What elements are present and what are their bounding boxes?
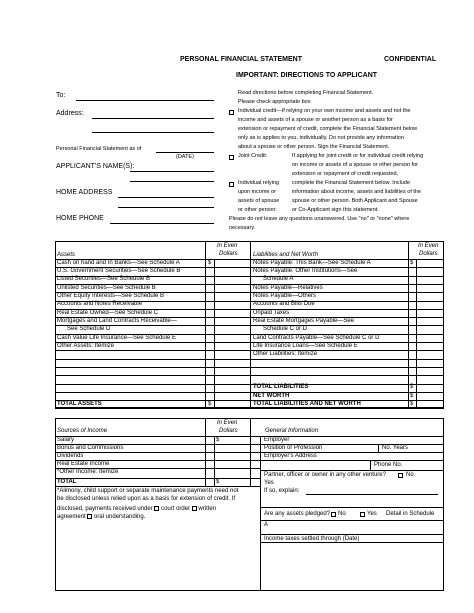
to-label: To: <box>56 92 66 99</box>
liability-dollar: $ <box>410 392 414 399</box>
partner-question: Partner, officer or owner in any other venture? <box>264 472 386 478</box>
joint-credit-text-1: If applying for joint credit or for individual credit relying <box>292 153 424 159</box>
liability-label: Real Estate Mortgages Payable—See <box>253 317 355 324</box>
real-estate-income-label: Real Estate Income <box>57 461 110 467</box>
alimony-text-4: agreement oral understanding. <box>57 514 146 520</box>
relying-text-4: or Co-Applicant sign this statement. <box>292 207 379 213</box>
income-total-dollar: $ <box>216 479 220 485</box>
asset-label: Mortgages and Land Contracts Receivable— <box>57 317 177 324</box>
directions-note-1: Please do not leave any questions unanswered. Use "no" or "none" where <box>229 216 410 222</box>
sources-income-header: Sources of Income <box>57 428 108 434</box>
directions-read: Read directions before completing Financial Statement. <box>238 90 374 96</box>
pledged-no-label: No <box>338 511 346 517</box>
asset-label: Cash Value Life Insurance—See Schedule E <box>57 334 176 341</box>
partner-no-label: No <box>406 472 414 478</box>
asset-label: Other Equity Interests—See Schedule B <box>57 293 165 299</box>
relying-text-2: information about income, assets and liabilities of the <box>292 189 422 195</box>
phone-no-label: Phone No. <box>374 462 403 468</box>
liability-label: TOTAL LIABILITIES AND NET WORTH <box>253 400 361 407</box>
joint-credit-text-3: extension or repayment of credit requested, <box>292 171 399 177</box>
liability-label: Other Liabilities: Itemize <box>253 351 318 358</box>
table-row-divider <box>55 375 444 376</box>
liability-label: Notes Payable: This Bank—See Schedule A <box>253 259 371 266</box>
pledged-no-checkbox[interactable] <box>331 512 336 517</box>
liability-label: Notes Payable: Other Institutions—See <box>253 268 358 275</box>
individual-credit-text-1: Individual credit—If relying on your own income and assets and not the <box>238 108 411 114</box>
salary-label: Salary <box>57 437 75 443</box>
employer-address-label: Employer's Address <box>264 453 317 459</box>
general-info-header: General Information <box>265 428 319 434</box>
individual-credit-text-3: extension or repayment of credit, complete the Financial Statement below <box>238 126 418 132</box>
joint-credit-label: Joint Credit: <box>238 153 268 159</box>
salary-dollar: $ <box>216 437 220 443</box>
liability-label: NET WORTH <box>253 392 290 399</box>
address-label: Address: <box>56 110 84 117</box>
other-income-label: *Other Income: Itemize <box>57 469 119 475</box>
joint-credit-text-2: on income or assets of a spouse or other person for <box>292 162 418 168</box>
table-row-divider <box>55 359 444 360</box>
income-dollars-label: Dollars <box>219 428 238 434</box>
liability-label: Land Contracts Payable—See Schedule C or D <box>253 334 380 341</box>
home-phone-label: HOME PHONE <box>56 215 104 222</box>
alimony-text-2: be disclosed unless relied upon as a basis for extension of credit. If <box>57 496 236 502</box>
asset-label: Unlisted Securities—See Schedule B <box>57 284 156 291</box>
relying-label-3: assets of spouse <box>238 198 280 204</box>
oral-understanding-checkbox[interactable] <box>87 514 92 519</box>
directions-check: Please check appropriate box <box>238 99 311 105</box>
table-row-divider <box>55 384 444 385</box>
assets-dollars-label: Dollars <box>219 251 238 257</box>
individual-credit-text-5: about a spouse or other person. Sign the Financial Statement. <box>238 144 390 150</box>
court-order-checkbox[interactable] <box>154 506 159 511</box>
date-caption: (DATE) <box>176 154 194 160</box>
table-row-divider <box>55 325 444 326</box>
relying-label-1: Individual relying <box>238 180 279 186</box>
asset-dollar: $ <box>208 400 212 407</box>
address-field-1[interactable] <box>92 118 214 119</box>
to-field[interactable] <box>76 100 214 101</box>
home-address-field-2[interactable] <box>118 207 214 208</box>
form-title: PERSONAL FINANCIAL STATEMENT <box>180 56 302 63</box>
dividends-label: Dividends <box>57 453 84 459</box>
directions-note-2: necessary. <box>229 225 256 231</box>
applicants-names-label: APPLICANT'S NAME(S): <box>56 163 135 170</box>
liability-label: Unpaid Taxes <box>253 309 290 316</box>
assets-pledged-label: Are any assets pledged? <box>264 511 331 517</box>
statement-as-of-label: Personal Financial Statement as of <box>56 146 142 152</box>
liability-label: Notes Payable—Others <box>253 293 317 299</box>
pledged-yes-checkbox[interactable] <box>360 512 365 517</box>
liability-dollar: $ <box>410 259 414 266</box>
income-taxes-label: Income taxes settled through (Date) <box>264 536 360 542</box>
statement-date-field[interactable] <box>156 152 214 153</box>
table-row-divider <box>55 367 444 368</box>
liability-label: Life Insurance Loans—See Schedule E <box>253 342 358 349</box>
alimony-text-3: disclosed, payments received under court order written <box>57 506 217 512</box>
home-address-field-1[interactable] <box>118 197 214 198</box>
income-total-label: TOTAL <box>57 479 77 485</box>
relying-text-1: complete the Financial Statement below. Include <box>292 180 411 186</box>
asset-label: Listed Securities—See Schedule B <box>57 276 151 283</box>
table-row-divider <box>55 408 444 409</box>
liab-even-label: In Even <box>418 243 439 249</box>
liability-label: Accounts and Bills Due <box>253 301 315 308</box>
asset-label: U.S. Government Securities—See Schedule B <box>57 268 181 275</box>
relying-label-4: or other person: <box>238 207 277 213</box>
position-label: Position or Profession <box>264 445 323 451</box>
detail-schedule-a: A <box>264 522 269 528</box>
liability-label: Schedule C or D <box>263 326 308 333</box>
assets-even-label: In Even <box>217 243 238 249</box>
detail-schedule-label: Detail in Schedule <box>386 511 435 517</box>
individual-relying-checkbox[interactable] <box>229 182 234 187</box>
liabilities-header: Liabilities and Net Worth <box>253 252 319 258</box>
applicants-names-field-1[interactable] <box>130 171 214 172</box>
asset-label: Real Estate Owned—See Schedule C <box>57 309 159 316</box>
home-address-label: HOME ADDRESS <box>56 189 113 196</box>
assets-header: Assets <box>57 252 76 258</box>
confidential-label: CONFIDENTIAL <box>384 56 437 63</box>
asset-label: See Schedule D <box>67 326 111 333</box>
income-even-label: In Even <box>217 420 238 426</box>
partner-yes-label: Yes <box>264 480 274 486</box>
individual-credit-checkbox[interactable] <box>229 110 234 115</box>
liability-dollar: $ <box>410 400 414 407</box>
employer-label: Employer <box>264 437 290 443</box>
table-row-divider <box>55 350 444 351</box>
individual-credit-text-4: only as is applies to you, individually. Do not provide any information <box>238 135 404 141</box>
written-checkbox[interactable] <box>192 506 197 511</box>
individual-credit-text-2: income and assets of a spouse or another person as a basis for <box>238 117 394 123</box>
directions-title: IMPORTANT: DIRECTIONS TO APPLICANT <box>236 72 378 79</box>
alimony-text-1: *Alimony, child support or separate maintenance payments need not <box>57 488 239 494</box>
liability-label: TOTAL LIABILITIES <box>253 384 309 391</box>
joint-credit-checkbox[interactable] <box>229 155 234 160</box>
pledged-yes-label: Yes <box>367 511 377 517</box>
bonus-label: Bonus and Commissions <box>57 445 124 451</box>
relying-text-3: spouse or other person. Both Applicant and Spouse <box>292 198 418 204</box>
asset-dollar: $ <box>208 259 212 266</box>
relying-label-2: upon income or <box>238 189 276 195</box>
liability-label: Notes Payable—Relatives <box>253 284 323 291</box>
asset-label: Other Assets: Itemize <box>57 342 115 349</box>
explain-field[interactable] <box>306 494 438 495</box>
address-field-2[interactable] <box>92 132 214 133</box>
table-row-divider <box>55 400 444 401</box>
liability-dollar: $ <box>410 384 414 391</box>
asset-label: TOTAL ASSETS <box>57 400 102 407</box>
years-label: No. Years <box>382 445 409 451</box>
asset-label: Cash on hand and In Banks—See Schedule A <box>57 259 180 266</box>
home-phone-field[interactable] <box>110 223 214 224</box>
liability-label: Schedule A <box>263 276 294 283</box>
table-row-divider <box>55 392 444 393</box>
liab-dollars-label: Dollars <box>419 251 438 257</box>
partner-no-checkbox[interactable] <box>398 473 403 478</box>
if-so-explain-label: If so, explain: <box>264 488 300 494</box>
asset-label: Accounts and Notes Receivable <box>57 301 143 308</box>
applicants-names-field-2[interactable] <box>130 181 214 182</box>
